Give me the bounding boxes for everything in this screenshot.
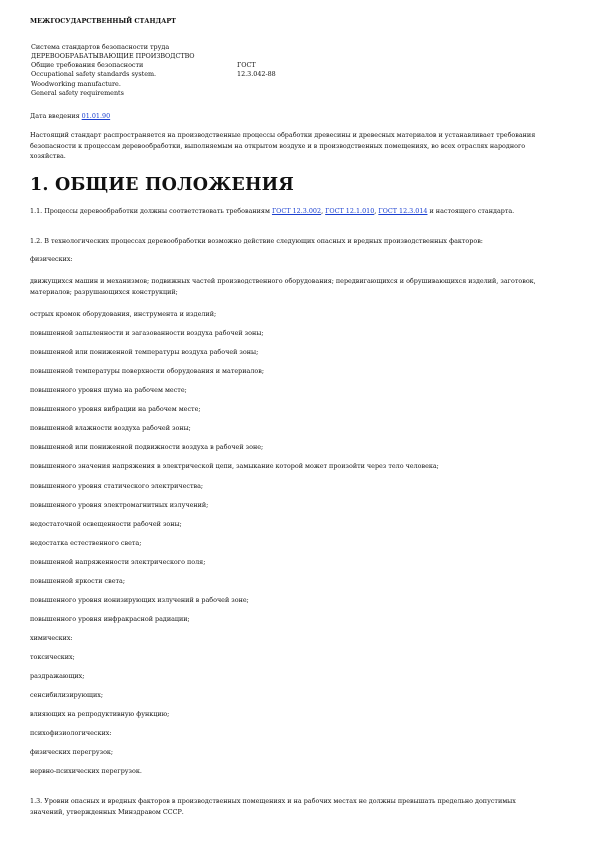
list-item: повышенного значения напряжения в электрической цепи, замыкание которой может произойти через тело человека;	[30, 462, 439, 471]
title-line-1: Система стандартов безопасности труда	[31, 43, 170, 51]
list-item: повышенного уровня инфракрасной радиации;	[30, 614, 190, 623]
list-item: влияющих на репродуктивную функцию;	[30, 710, 170, 718]
list-item: повышенного уровня вибрации на рабочем месте;	[30, 405, 201, 414]
p11-separator: ,	[374, 207, 379, 215]
title-line-6: General safety requirements	[31, 89, 124, 97]
list-item: психофизиологических:	[30, 729, 112, 738]
list-item: недостатка естественного света;	[30, 538, 142, 547]
list-item: повышенной запыленности и загазованности воздуха рабочей зоны;	[30, 329, 264, 338]
list-item: повышенной или пониженной подвижности воздуха в рабочей зоне;	[30, 443, 264, 452]
title-line-5: Woodworking manufacture.	[31, 80, 121, 88]
standard-header: МЕЖГОСУДАРСТВЕННЫЙ СТАНДАРТ	[30, 17, 176, 25]
section-heading: 1. ОБЩИЕ ПОЛОЖЕНИЯ	[30, 175, 295, 195]
paragraph-1-2: 1.2. В технологических процессах деревообработки возможно действие следующих опасных и вредных производственных факторов:	[30, 237, 483, 245]
gost-link-12-1-010[interactable]: ГОСТ 12.1.010	[325, 207, 375, 215]
title-line-2: ДЕРЕВООБРАБАТЫВАЮЩИЕ ПРОИЗВОДСТВО	[31, 52, 195, 60]
list-item: повышенной или пониженной температуры воздуха рабочей зоны;	[30, 348, 259, 357]
list-item: повышенного уровня шума на рабочем месте;	[30, 386, 187, 395]
introduction-date	[30, 112, 110, 121]
intro-paragraph: Настоящий стандарт распространяется на производственные процессы обработки древесины и древесных материалов и устанавливает требования безопасности к процессам деревообработки, выполняемым на открытом воздухе и в производственных помещениях, во всех отраслях народного хозяйства.	[30, 131, 536, 160]
list-item: повышенного уровня электромагнитных излучений;	[30, 500, 209, 509]
list-item: движущихся машин и механизмов; подвижных частей производственного оборудования; передвигающихся и обрушивающихся изделий, заготовок, материалов; разрушающихся конструкций;	[30, 277, 536, 296]
list-item: токсических;	[30, 652, 75, 661]
gost-label: ГОСТ	[237, 61, 256, 69]
list-item: химических:	[30, 633, 73, 642]
gost-link-12-3-002[interactable]: ГОСТ 12.3.002	[271, 207, 322, 215]
list-item: физических перегрузок;	[30, 748, 114, 757]
list-item: нервно-психических перегрузок.	[30, 767, 142, 776]
list-item: повышенного уровня ионизирующих излучений в рабочей зоне;	[30, 595, 249, 604]
list-item: повышенной напряженности электрического поля;	[30, 557, 206, 566]
paragraph-1-1	[30, 206, 550, 217]
paragraph-1-3: 1.3. Уровни опасных и вредных факторов в производственных помещениях и на рабочих местах не должны превышать предельно допустимых значений, утвержденных Минздравом СССР.	[30, 797, 516, 816]
list-item: повышенной температуры поверхности оборудования и материалов;	[30, 367, 264, 376]
list-item: недостаточной освещенности рабочей зоны;	[30, 519, 182, 528]
title-line-4: Occupational safety standards system.	[31, 70, 157, 78]
physical-label: физических:	[30, 255, 73, 263]
date-label: Дата введения	[30, 112, 82, 120]
list-item: раздражающих;	[30, 672, 85, 680]
list-item: повышенного уровня статического электричества;	[30, 481, 204, 490]
list-item: повышенной яркости света;	[30, 576, 125, 585]
date-link[interactable]: 01.01.90	[81, 112, 111, 120]
p11-separator: ,	[321, 207, 326, 215]
title-line-3: Общие требования безопасности	[31, 61, 144, 69]
gost-link-12-3-014[interactable]: ГОСТ 12.3.014	[378, 207, 428, 215]
list-item: повышенной влажности воздуха рабочей зоны;	[30, 424, 191, 433]
list-item: острых кромок оборудования, инструмента и изделий;	[30, 310, 217, 318]
gost-number: 12.3.042-88	[237, 70, 276, 78]
list-item: сенсибилизирующих;	[30, 691, 104, 699]
p11-text: 1.1. Процессы деревообработки должны соответствовать требованиям	[30, 207, 272, 215]
p11-text: и настоящего стандарта.	[427, 207, 515, 215]
